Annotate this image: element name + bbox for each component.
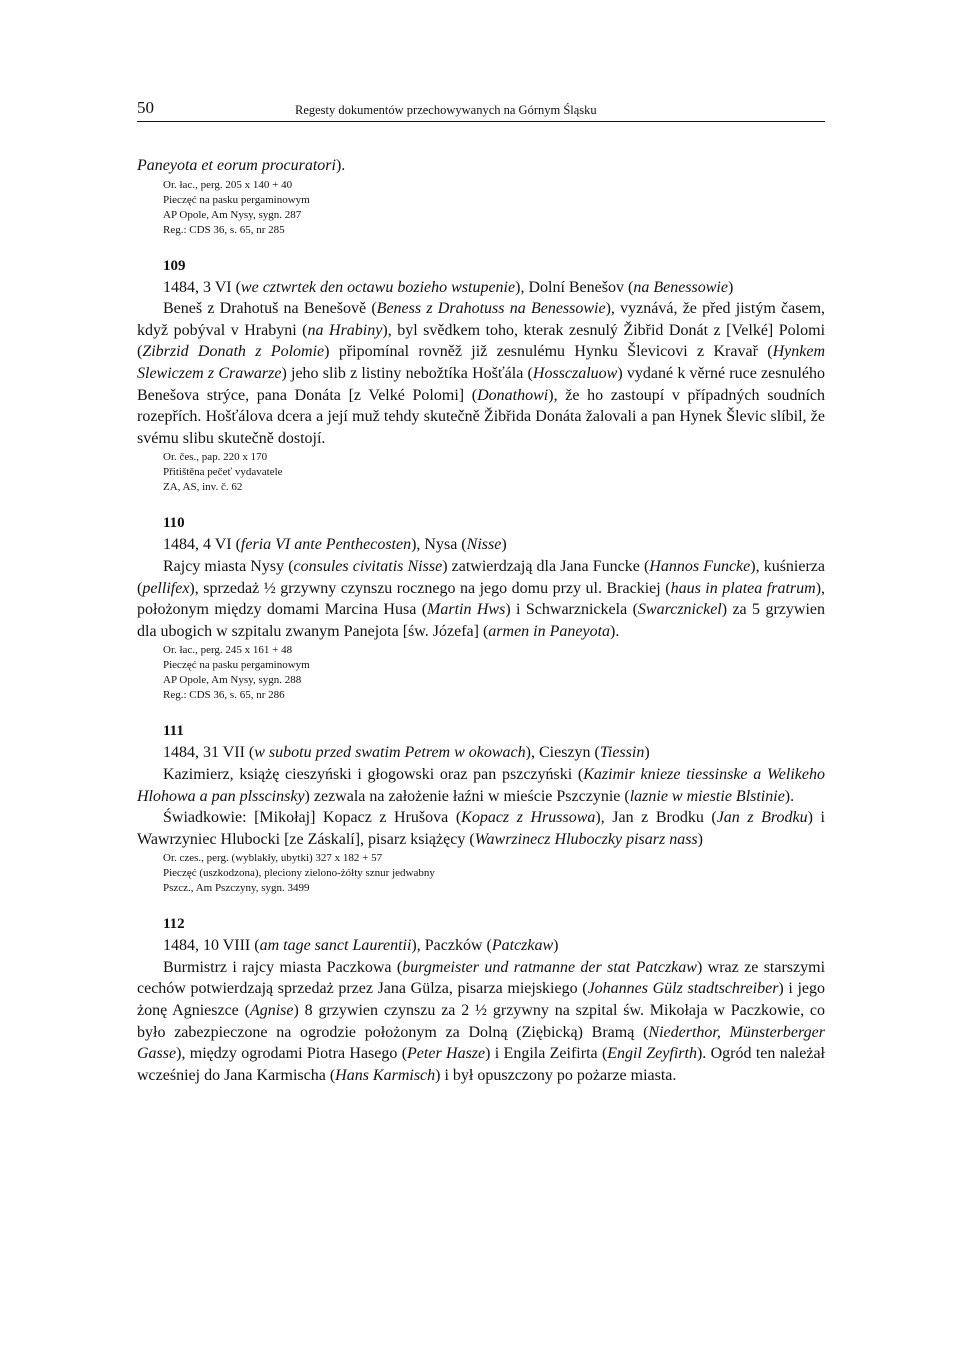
entry-number: 110 xyxy=(163,515,185,532)
entry-dateline: 1484, 4 VI (feria VI ante Penthecosten), Nysa (Nisse) xyxy=(163,536,507,554)
regest-entries xyxy=(137,256,825,1087)
entry-summary-paragraph: Kazimierz, książę cieszyński i głogowski oraz pan pszczyński (Kazimir knieze tiessinske a Welikeho Hlohowa a pan plsscinsky) zezwala na założenie łaźni w mieście Pszczynie (laznie w miestie Blstinie). xyxy=(137,765,826,805)
archival-note-line: Or. čes., pap. 220 x 170 xyxy=(163,451,268,464)
entry-summary-paragraph: Świadkowie: [Mikołaj] Kopacz z Hrušova (Kopacz z Hrussowa), Jan z Brodku (Jan z Brodku) i Wawrzyniec Hlubocki [ze Záskalí], pisarz książęcy (Wawrzinecz Hluboczky pisarz nass) xyxy=(137,809,825,848)
entry-summary-paragraph: Rajcy miasta Nysy (consules civitatis Nisse) zatwierdzają dla Jana Funcke (Hannos Funcke), kuśnierza (pellifex), sprzedaż ½ grzywny czynszu rocznego na jego domu przy ul. Brackiej (haus in platea fratrum), położonym między domami Marcina Husa (Martin Hws) i Schwarznickela (Swarcznickel) za 5 grzywien dla ubogich w szpitalu zwanym Panejota [św. Józefa] (armen in Paneyota). xyxy=(137,557,826,640)
page-header xyxy=(137,98,825,122)
archival-notes xyxy=(163,178,825,238)
archival-note-line: Reg.: CDS 36, s. 65, nr 285 xyxy=(163,223,285,236)
archival-note-line: Pszcz., Am Pszczyny, sygn. 3499 xyxy=(163,882,310,895)
archival-note-line: ZA, AS, inv. č. 62 xyxy=(163,481,243,494)
archival-notes xyxy=(163,643,825,703)
entry-number: 112 xyxy=(163,916,185,933)
entry-summary-paragraph: Beneš z Drahotuš na Benešově (Beness z Drahotuss na Benessowie), vyznává, že před jistým časem, když pobýval v Hrabyni (na Hrabiny), byl svědkem toho, kterak zesnulý Žibřid Donát z [Velké] Polomi (Zibrzid Donath z Polomie) připomínal rovněž již zesnulému Hynku Šlevicovi z Kravař (Hynkem Slewiczem z Crawarze) jeho slib z listiny nebožtíka Hošťála (Hossczaluow) vydané k věrné ruce zesnulého Benešova strýce, pana Donáta [z Velké Polomi] (Donathowi), že ho zastoupí v případných soudních rozepřích. Hošťálova dcera a její muž tehdy skutečně Žibřida Donáta žalovali a pan Hynek Šlevic slíbil, že svému slibu skutečně dostojí. xyxy=(137,300,826,447)
archival-note-line: Or. łac., perg. 205 x 140 + 40 xyxy=(163,178,293,191)
archival-note-line: AP Opole, Am Nysy, sygn. 288 xyxy=(163,674,302,687)
continuation-text: Paneyota et eorum procuratori). xyxy=(137,157,346,174)
entry-number: 109 xyxy=(163,257,186,274)
archival-note-line: Or. łac., perg. 245 x 161 + 48 xyxy=(163,644,293,657)
entry-summary-paragraph: Burmistrz i rajcy miasta Paczkowa (burgmeister und ratmanne der stat Patczkaw) wraz ze starszymi cechów potwierdzają sprzedaż przez Jana Gülza, pisarza miejskiego (Johannes Gülz stadtschreiber) i jego żonę Agnieszce (Agnise) 8 grzywien czynszu za 2 ½ grzywny na szpital św. Mikołaja w Paczkowie, co było zabezpieczone na ogrodzie położonym za Dolną (Ziębicką) Bramą (Niederthor, Münsterberger Gasse), między ogrodami Piotra Hasego (Peter Hasze) i Engila Zeifirta (Engil Zeyfirth). Ogród ten należał wcześniej do Jana Karmischa (Hans Karmisch) i był opuszczony po pożarze miasta. xyxy=(137,958,826,1084)
archival-notes xyxy=(163,450,825,495)
regest-entry xyxy=(137,914,825,1086)
continuation-block xyxy=(137,155,825,238)
archival-note-line: Pieczęć na pasku pergaminowym xyxy=(163,659,310,672)
regest-entry xyxy=(137,721,825,896)
running-title: Regesty dokumentów przechowywanych na Górnym Śląsku xyxy=(295,103,597,117)
entry-dateline: 1484, 31 VII (w subotu przed swatim Petrem w okowach), Cieszyn (Tiessin) xyxy=(163,744,650,762)
page-number: 50 xyxy=(137,98,154,117)
entry-number: 111 xyxy=(163,723,184,740)
archival-notes xyxy=(163,851,825,896)
archival-note-line: Pieczęć (uszkodzona), pleciony zielono-żółty sznur jedwabny xyxy=(163,867,435,880)
archival-note-line: Pieczęć na pasku pergaminowym xyxy=(163,193,310,206)
regest-entry xyxy=(137,513,825,703)
entry-dateline: 1484, 10 VIII (am tage sanct Laurentii), Paczków (Patczkaw) xyxy=(163,937,559,955)
archival-note-line: AP Opole, Am Nysy, sygn. 287 xyxy=(163,208,302,221)
archival-note-line: Reg.: CDS 36, s. 65, nr 286 xyxy=(163,689,285,702)
regest-entry xyxy=(137,256,825,496)
archival-note-line: Or. czes., perg. (wyblakły, ubytki) 327 x 182 + 57 xyxy=(163,852,383,865)
entry-dateline: 1484, 3 VI (we cztwrtek den octawu bozieho wstupenie), Dolní Benešov (na Benessowie) xyxy=(163,278,734,296)
archival-note-line: Přitištěna pečeť vydavatele xyxy=(163,466,283,479)
document-page xyxy=(137,98,825,1086)
